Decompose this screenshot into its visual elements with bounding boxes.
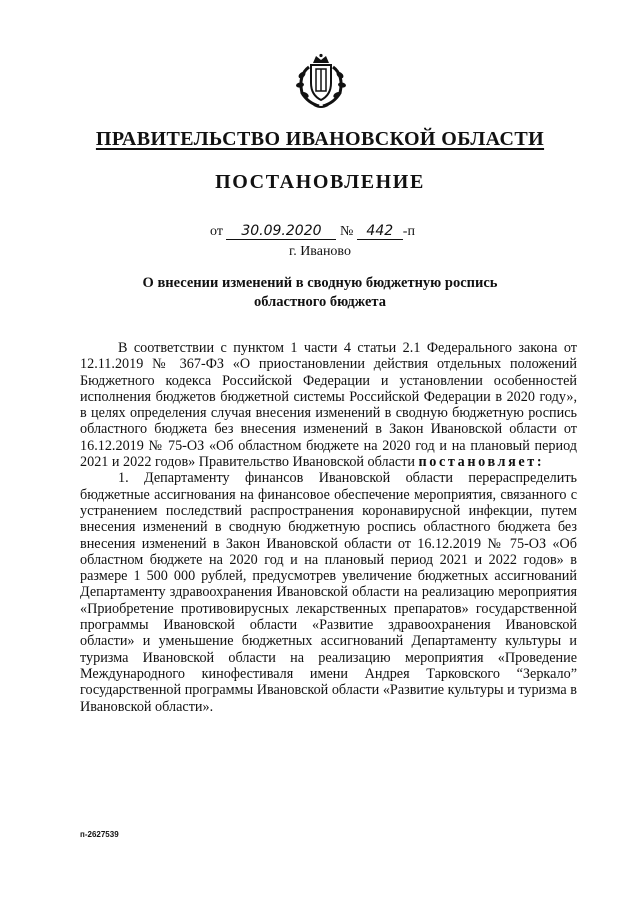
item-1-paragraph: 1. Департаменту финансов Ивановской области перераспределить бюджетные ассигнования на финансовое обеспечение мероприятия, связанного с устранением последствий распространения коронавирусной инфекции, путем внесения изменений в сводную бюджетную роспись областного бюджета без внесения изменений в Закон Ивановской области от 16.12.2019 № 75-ОЗ «Об областном бюджете на 2020 год и на плановый период 2021 и 2022 годов» в размере 1 500 000 рублей, предусмотрев увеличение бюджетных ассигнований Департаменту здравоохранения Ивановской области на реализацию мероприятия «Приобретение противовирусных лекарственных препаратов» государственной программы Ивановской области «Развитие здравоохранения Ивановской области» и уменьшение бюджетных ассигнований Департаменту культуры и туризма Ивановской области на реализацию мероприятия «Проведение Международного кинофестиваля имени Андрея Тарковского “Зеркало” государственной программы Ивановской области «Развитие культуры и туризма в Ивановской области». [80,470,577,715]
city: г. Иваново [289,244,351,259]
subject-line-2: областного бюджета [254,294,386,310]
subject-line-1: О внесении изменений в сводную бюджетную роспись [142,275,498,291]
date-prefix: от [210,224,223,239]
preamble-text: В соответствии с пунктом 1 части 4 статьи 2.1 Федерального закона от 12.11.2019 № 367-ФЗ «О приостановлении действия отдельных положений Бюджетного кодекса Российской Федерации и установлении особенностей исполнения бюджетов бюджетной системы Российской Федерации в 2020 году», в целях определения случая внесения изменений в сводную бюджетную роспись областного бюджета без внесения изменений в Закон Ивановской области от 16.12.2019 № 75-ОЗ «Об областном бюджете на 2020 год и на плановый период 2021 и 2022 годов» Правительство Ивановской области [80,340,577,471]
resolves-word: постановляет: [418,454,545,471]
document-date: 30.09.2020 [226,224,336,240]
coat-of-arms-icon [294,53,348,109]
government-title: ПРАВИТЕЛЬСТВО ИВАНОВСКОЙ ОБЛАСТИ [95,128,545,150]
document-type: ПОСТАНОВЛЕНИЕ [215,171,425,193]
number-sign: № [339,224,354,239]
document-number: 442 [357,224,403,240]
preamble-paragraph [80,340,577,470]
document-code: п-2627539 [80,830,119,839]
document-body [80,340,577,715]
number-suffix: -п [402,224,415,239]
document-subject [0,274,640,312]
date-number-line [210,224,450,240]
